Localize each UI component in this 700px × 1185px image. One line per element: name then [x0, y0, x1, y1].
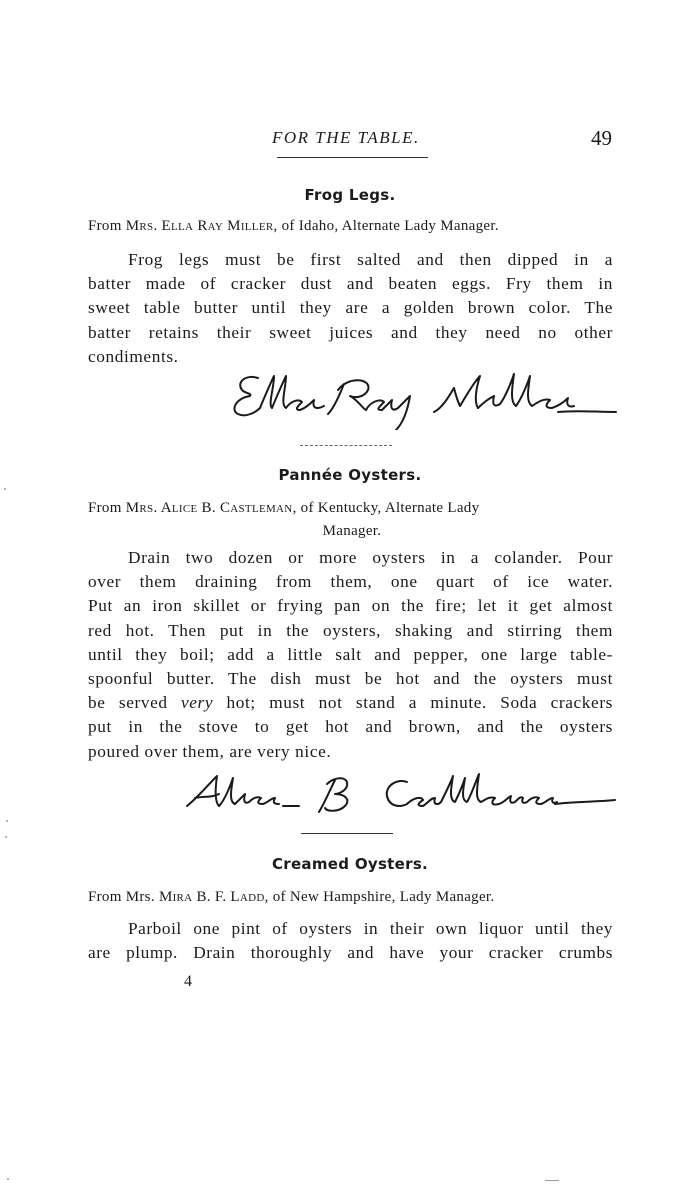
running-head: [0, 126, 700, 156]
recipe-attribution-pannee-oysters: [88, 497, 616, 543]
attribution-prefix: From: [88, 500, 126, 516]
recipe-title-pannee-oysters: Pannée Oysters.: [278, 466, 422, 484]
recipe-title-creamed-oysters: Creamed Oysters.: [271, 855, 429, 873]
recipe-body-pannee-oysters: [88, 546, 613, 764]
text-line: batter retains their sweet juices and they need no other: [88, 322, 613, 342]
text-line: Put an iron skillet or frying pan on the fire; let it get almost: [88, 596, 613, 616]
header-rule: [277, 157, 428, 158]
recipe-attribution-creamed-oysters: [88, 886, 616, 909]
attribution-continuation: Manager.: [322, 523, 382, 539]
text-line: Parboil one pint of oysters in their own liquor until they: [128, 919, 613, 938]
printer-signature-mark: 4: [184, 973, 192, 990]
attribution-suffix: , of New Hampshire, Lady Manager.: [264, 889, 495, 905]
text-line: over them draining from them, one quart of ice water.: [88, 572, 613, 592]
text-line: red hot. Then put in the oysters, shaking and stirring them: [88, 620, 613, 640]
attribution-prefix: From: [88, 218, 126, 234]
scan-speck: [7, 1178, 9, 1180]
scan-speck: [6, 820, 8, 822]
attribution-suffix: , of Idaho, Alternate Lady Manager.: [273, 218, 499, 234]
page-number: 49: [591, 126, 612, 150]
text-line: put in the stove to get hot and brown, and the oysters: [88, 717, 613, 737]
recipe-attribution-frog-legs: [88, 215, 616, 238]
text-line: batter made of cracker dust and beaten eggs. Fry them in: [88, 274, 613, 294]
handwritten-signature-ella-ray-miller: [228, 368, 618, 430]
text-line: until they boil; add a little salt and pepper, one large table-: [88, 644, 613, 664]
attribution-prefix: From Mrs.: [88, 889, 159, 905]
contributor-name: Mrs. Alice B. Castleman: [125, 500, 293, 516]
section-divider: [301, 833, 393, 834]
text-line: condiments.: [88, 346, 179, 366]
contributor-name: Mrs. Ella Ray Miller: [125, 218, 274, 234]
recipe-body-creamed-oysters: [88, 917, 613, 965]
text-run: hot; must not stand a minute. Soda crackers: [213, 693, 613, 713]
handwritten-signature-alice-castleman: [185, 772, 617, 822]
text-line: Frog legs must be first salted and then dipped in a: [128, 250, 613, 269]
text-line: sweet table butter until they are a golden brown color. The: [88, 298, 613, 318]
contributor-name: Mira B. F. Ladd: [158, 889, 265, 905]
text-line: are plump. Drain thoroughly and have your cracker crumbs: [88, 943, 613, 963]
text-run: be served: [88, 693, 181, 713]
running-title: FOR THE TABLE.: [272, 128, 420, 147]
emphasized-word: very: [181, 693, 214, 713]
text-line: poured over them, are very nice.: [88, 741, 332, 761]
scan-speck: [4, 488, 6, 490]
attribution-suffix: , of Kentucky, Alternate Lady: [292, 500, 480, 516]
text-line: spoonful butter. The dish must be hot and the oysters must: [88, 669, 613, 689]
scan-speck: [545, 1180, 559, 1181]
recipe-title-frog-legs: Frog Legs.: [304, 186, 396, 204]
recipe-body-frog-legs: [88, 248, 613, 369]
text-line: [88, 691, 613, 715]
section-divider: [300, 445, 392, 446]
scan-speck: [5, 836, 7, 838]
text-line: Drain two dozen or more oysters in a colander. Pour: [128, 548, 613, 567]
